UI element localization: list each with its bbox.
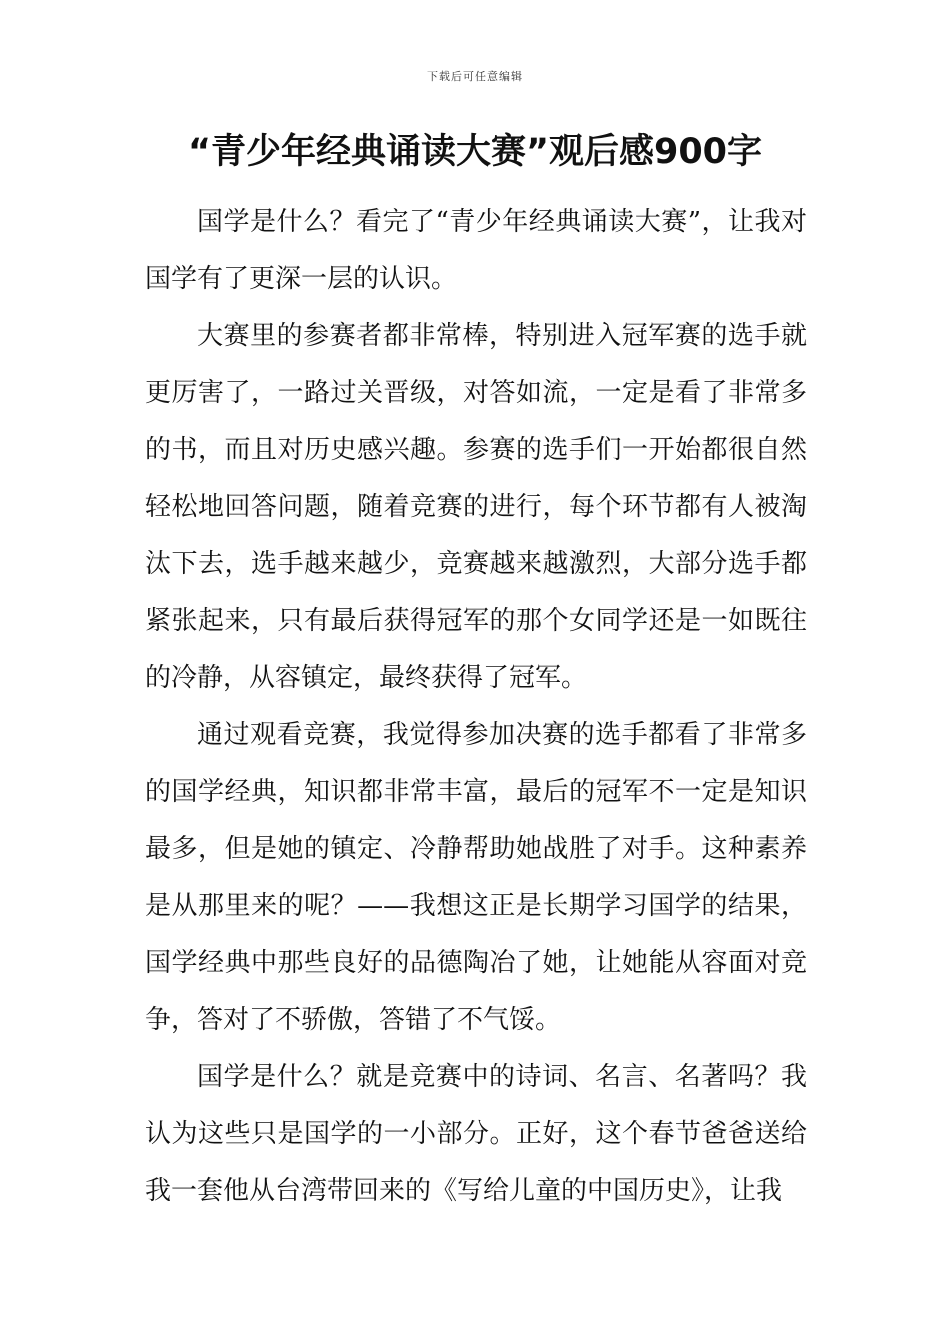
header-note: 下载后可任意编辑 [427,70,523,83]
paragraph-3: 通过观看竞赛，我觉得参加决赛的选手都看了非常多的国学经典，知识都非常丰富，最后的冠军不一定是知识最多，但是她的镇定、冷静帮助她战胜了对手。这种素养是从那里来的呢？——我想这正是长期学习国学的结果，国学经典中那些良好的品德陶冶了她，让她能从容面对竞争，答对了不骄傲，答错了不气馁。 [145,720,807,1035]
paragraph-1: 国学是什么？看完了“青少年经典诵读大赛”，让我对国学有了更深一层的认识。 [145,207,807,294]
document-title: “青少年经典诵读大赛”观后感900字 [187,132,763,172]
paragraph-2: 大赛里的参赛者都非常棒，特别进入冠军赛的选手就更厉害了，一路过关晋级，对答如流，一定是看了非常多的书，而且对历史感兴趣。参赛的选手们一开始都很自然轻松地回答问题，随着竞赛的进行，每个环节都有人被淘汰下去，选手越来越少，竞赛越来越激烈，大部分选手都紧张起来，只有最后获得冠军的那个女同学还是一如既往的冷静，从容镇定，最终获得了冠军。 [145,321,807,693]
document-body [145,194,807,1220]
paragraph-4: 国学是什么？就是竞赛中的诗词、名言、名著吗？我认为这些只是国学的一小部分。正好，这个春节爸爸送给我一套他从台湾带回来的《写给儿童的中国历史》，让我 [145,1062,807,1206]
